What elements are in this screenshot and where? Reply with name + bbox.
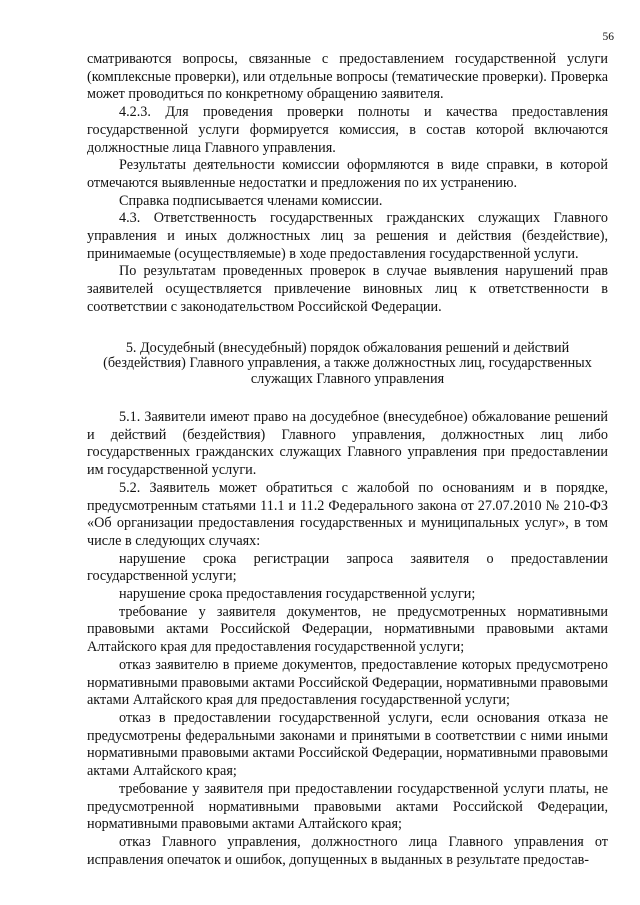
document-body: [87, 51, 608, 869]
paragraph-violations-responsibility: По результатам проведенных проверок в случае выявления нарушений прав заявителей осуществляется привлечение виновных лиц к ответственности в соответствии с законодательством Российской Федерации.: [87, 263, 608, 315]
paragraph-4-2-3: 4.2.3. Для проведения проверки полноты и качества предоставления государственной услуги формируется комиссия, в состав которой включаются должностные лица Главного управления.: [87, 104, 608, 156]
list-item-extra-documents: требование у заявителя документов, не предусмотренных нормативными правовыми актами Российской Федерации, нормативными правовыми актами Алтайского края для предоставления государственной услуги;: [87, 603, 608, 656]
list-item-illegal-fee: требование у заявителя при предоставлении государственной услуги платы, не предусмотренной нормативными правовыми актами Российской Федерации, нормативными правовыми актами Алтайского края;: [87, 780, 608, 833]
section-5-heading: 5. Досудебный (внесудебный) порядок обжалования решений и действий (бездействия) Главного управления, а также должностных лиц, государственных служащих Главного управления: [103, 339, 592, 387]
paragraph-commission-results: Результаты деятельности комиссии оформляются в виде справки, в которой отмечаются выявленные недостатки и предложения по их устранению.: [87, 157, 608, 191]
paragraph-continued: сматриваются вопросы, связанные с предоставлением государственной услуги (комплексные проверки), или отдельные вопросы (тематические проверки). Проверка может проводиться по конкретному обращению заявителя.: [87, 51, 608, 103]
list-item-registration-term: нарушение срока регистрации запроса заявителя о предоставлении государственной услуги;: [87, 550, 608, 585]
list-item-refusal-service: отказ в предоставлении государственной услуги, если основания отказа не предусмотрены федеральными законами и принятыми в соответствии с ними иными нормативными правовыми актами Российской Федерации, нормативными правовыми актами Алтайского края;: [87, 710, 608, 780]
paragraph-4-3: 4.3. Ответственность государственных гражданских служащих Главного управления и иных должностных лиц за решения и действия (бездействие), принимаемые (осуществляемые) в ходе предоставления государственной услуги.: [87, 210, 608, 262]
paragraph-certificate-signed: Справка подписывается членами комиссии.: [119, 192, 383, 209]
list-item-refusal-correction: отказ Главного управления, должностного лица Главного управления от исправления опечаток и ошибок, допущенных в выданных в результате предостав-: [87, 833, 608, 868]
page-number: 56: [602, 31, 614, 43]
list-item-service-term: нарушение срока предоставления государственной услуги;: [119, 586, 476, 603]
paragraph-5-2: 5.2. Заявитель может обратиться с жалобой по основаниям и в порядке, предусмотренным статьями 11.1 и 11.2 Федерального закона от 27.07.2010 № 210-ФЗ «Об организации предоставления государственных и муниципальных услуг», в том числе в следующих случаях:: [87, 479, 608, 549]
paragraph-5-1: 5.1. Заявители имеют право на досудебное (внесудебное) обжалование решений и действий (бездействия) Главного управления, должностных лиц либо государственных гражданских служащих Главного управления при предоставлении им государственной услуги.: [87, 409, 608, 479]
list-item-refusal-acceptance: отказ заявителю в приеме документов, предоставление которых предусмотрено нормативными правовыми актами Российской Федерации, нормативными правовыми актами Алтайского края для предоставления государственной услуги;: [87, 656, 608, 709]
